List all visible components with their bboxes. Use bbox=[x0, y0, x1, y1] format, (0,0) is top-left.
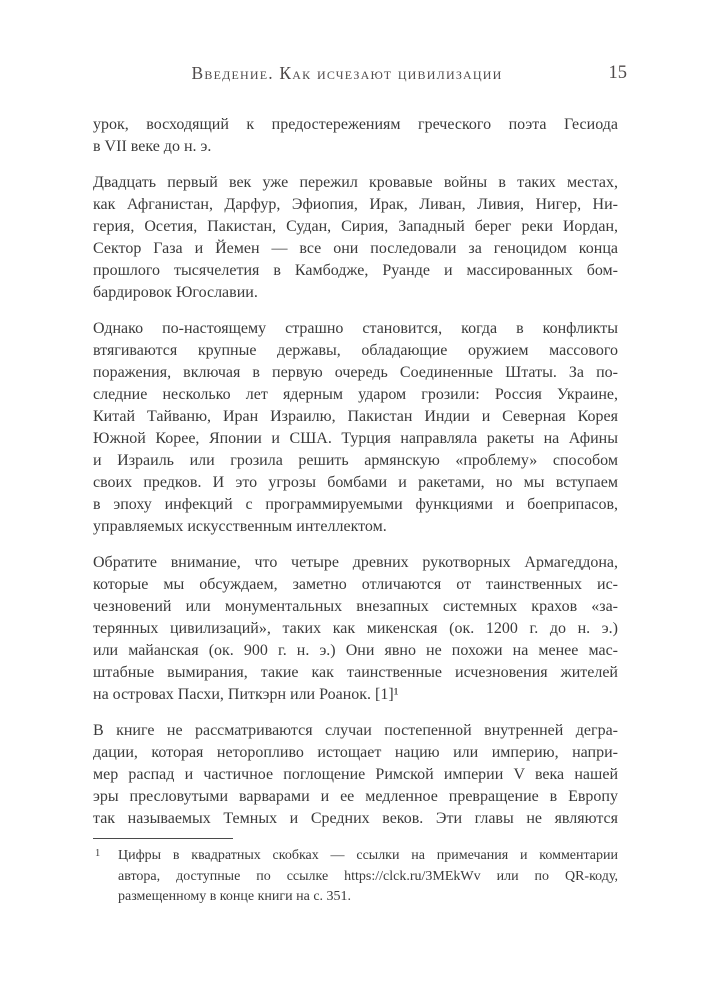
page-body bbox=[93, 114, 618, 908]
text-line: в эпоху инфекций с программируемыми функциями и боеприпасов, bbox=[93, 496, 618, 513]
text-line: или майанская (ок. 900 г. н. э.) Они явно не похожи на менее мас- bbox=[93, 642, 618, 659]
text-line: так называемых Темных и Средних веков. Эти главы не являются bbox=[93, 810, 618, 827]
text-line: управляемых искусственным интеллектом. bbox=[93, 518, 387, 535]
footnote bbox=[93, 846, 618, 908]
text-line: урок, восходящий к предостережениям греческого поэта Гесиода bbox=[93, 116, 618, 133]
text-line: поражения, включая в первую очередь Соединенные Штаты. За по- bbox=[93, 364, 618, 381]
text-line: на островах Пасхи, Питкэрн или Роанок. [1]¹ bbox=[93, 686, 399, 703]
text-line: размещенному в конце книги на с. 351. bbox=[118, 889, 352, 904]
paragraph-3 bbox=[93, 318, 618, 538]
text-line: мер распад и частичное поглощение Римской империи V века нашей bbox=[93, 766, 618, 783]
footnote-marker: 1 bbox=[95, 848, 101, 859]
text-line: прошлого тысячелетия в Камбодже, Руанде и массированных бом- bbox=[93, 262, 618, 279]
paragraph-4 bbox=[93, 552, 618, 706]
text-line: Цифры в квадратных скобках — ссылки на примечания и комментарии bbox=[118, 848, 618, 863]
text-line: как Афганистан, Дарфур, Эфиопия, Ирак, Ливан, Ливия, Нигер, Ни- bbox=[93, 196, 618, 213]
page-number: 15 bbox=[608, 63, 627, 83]
text-line: Однако по-настоящему страшно становится, когда в конфликты bbox=[93, 320, 618, 337]
text-line: Сектор Газа и Йемен — все они последовали за геноцидом конца bbox=[93, 240, 618, 257]
text-line: Южной Корее, Японии и США. Турция направляла ракеты на Афины bbox=[93, 430, 618, 447]
text-line: которые мы обсуждаем, заметно отличаются от таинственных ис- bbox=[93, 576, 618, 593]
text-line: терянных цивилизаций», таких как микенская (ок. 1200 г. до н. э.) bbox=[93, 620, 618, 637]
text-line: следние несколько лет ядерным ударом грозили: Россия Украине, bbox=[93, 386, 618, 403]
footnote-text bbox=[118, 846, 618, 908]
text-line: и Израиль или грозила решить армянскую «проблему» способом bbox=[93, 452, 618, 469]
text-line: штабные вымирания, такие как таинственные исчезновения жителей bbox=[93, 664, 618, 681]
footnote-divider bbox=[93, 838, 233, 839]
paragraph-2 bbox=[93, 172, 618, 304]
text-line: герия, Осетия, Пакистан, Судан, Сирия, Западный берег реки Иордан, bbox=[93, 218, 618, 235]
text-line: эры пресловутыми варварами и ее медленное превращение в Европу bbox=[93, 788, 618, 805]
text-line: Обратите внимание, что четыре древних рукотворных Армагеддона, bbox=[93, 554, 618, 571]
text-line: автора, доступные по ссылке https://clck.ru/3MEkWv или по QR-коду, bbox=[118, 868, 618, 884]
text-line: дации, которая неторопливо истощает нацию или империю, напри- bbox=[93, 744, 618, 761]
chapter-title: Введение. Как исчезают цивилизации bbox=[191, 63, 503, 83]
text-line: бардировок Югославии. bbox=[93, 284, 258, 301]
paragraph-1 bbox=[93, 114, 618, 158]
text-line: В книге не рассматриваются случаи постепенной внутренней дегра- bbox=[93, 722, 618, 739]
text-line: чезновений или монументальных внезапных системных крахов «за- bbox=[93, 598, 618, 615]
text-line: втягиваются крупные державы, обладающие оружием массового bbox=[93, 342, 618, 359]
text-line: в VII веке до н. э. bbox=[93, 138, 212, 155]
running-header bbox=[93, 63, 627, 87]
footnote-block bbox=[93, 838, 618, 908]
text-line: своих предков. И это угрозы бомбами и ракетами, но мы вступаем bbox=[93, 474, 618, 491]
paragraph-5 bbox=[93, 720, 618, 830]
text-line: Китай Тайваню, Иран Израилю, Пакистан Индии и Северная Корея bbox=[93, 408, 618, 425]
text-line: Двадцать первый век уже пережил кровавые войны в таких местах, bbox=[93, 174, 618, 191]
